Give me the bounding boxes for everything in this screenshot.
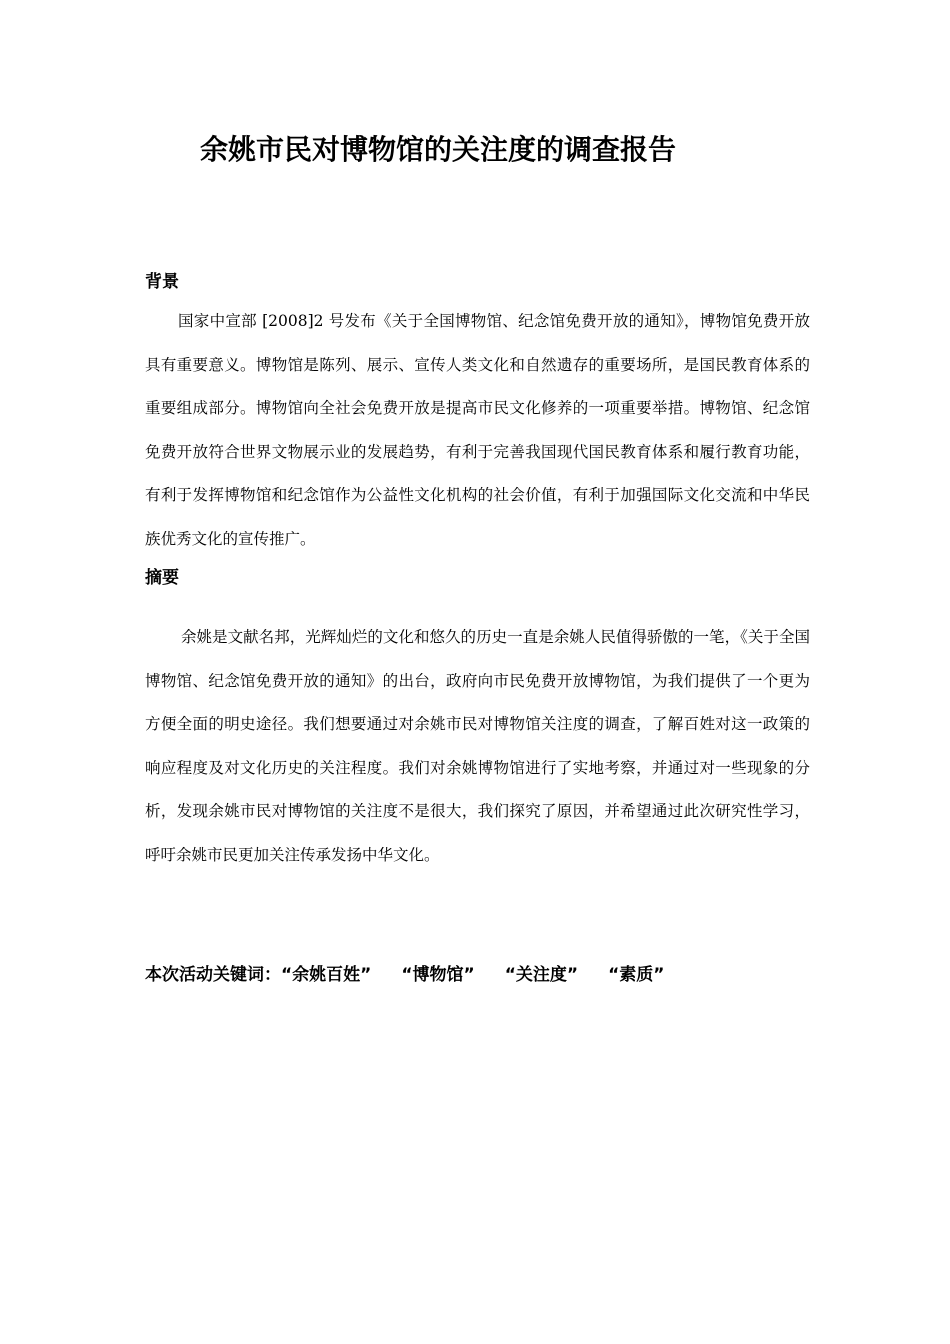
keyword-item: “余姚百姓” <box>281 965 372 985</box>
abstract-paragraph: 余姚是文献名邦，光辉灿烂的文化和悠久的历史一直是余姚人民值得骄傲的一笔，《关于全国博物馆、纪念馆免费开放的通知》的出台，政府向市民免费开放博物馆，为我们提供了一个更为方便全面的明史途径。我们想要通过对余姚市民对博物馆关注度的调查，了解百姓对这一政策的响应程度及对文化历史的关注程度。我们对余姚博物馆进行了实地考察，并通过对一些现象的分析，发现余姚市民对博物馆的关注度不是很大，我们探究了原因，并希望通过此次研究性学习，呼吁余姚市民更加关注传承发扬中华文化。 <box>145 628 810 864</box>
keyword-item: “素质” <box>608 965 665 985</box>
document-title: 余姚市民对博物馆的关注度的调查报告 <box>200 133 677 166</box>
section-heading-background: 背景 <box>145 272 179 292</box>
keyword-item: “关注度” <box>504 965 579 985</box>
keywords-line <box>145 962 694 988</box>
background-paragraph: 国家中宣部 [2008]2 号发布《关于全国博物馆、纪念馆免费开放的通知》，博物馆免费开放具有重要意义。博物馆是陈列、展示、宣传人类文化和自然遗存的重要场所，是国民教育体系的重要组成部分。博物馆向全社会免费开放是提高市民文化修养的一项重要举措。博物馆、纪念馆免费开放符合世界文物展示业的发展趋势，有利于完善我国现代国民教育体系和履行教育功能，有利于发挥博物馆和纪念馆作为公益性文化机构的社会价值，有利于加强国际文化交流和中华民族优秀文化的宣传推广。 <box>145 312 810 548</box>
keywords-label: 本次活动关键词： <box>145 965 281 985</box>
section-heading-abstract: 摘要 <box>145 568 179 588</box>
keyword-item: “博物馆” <box>401 965 475 985</box>
